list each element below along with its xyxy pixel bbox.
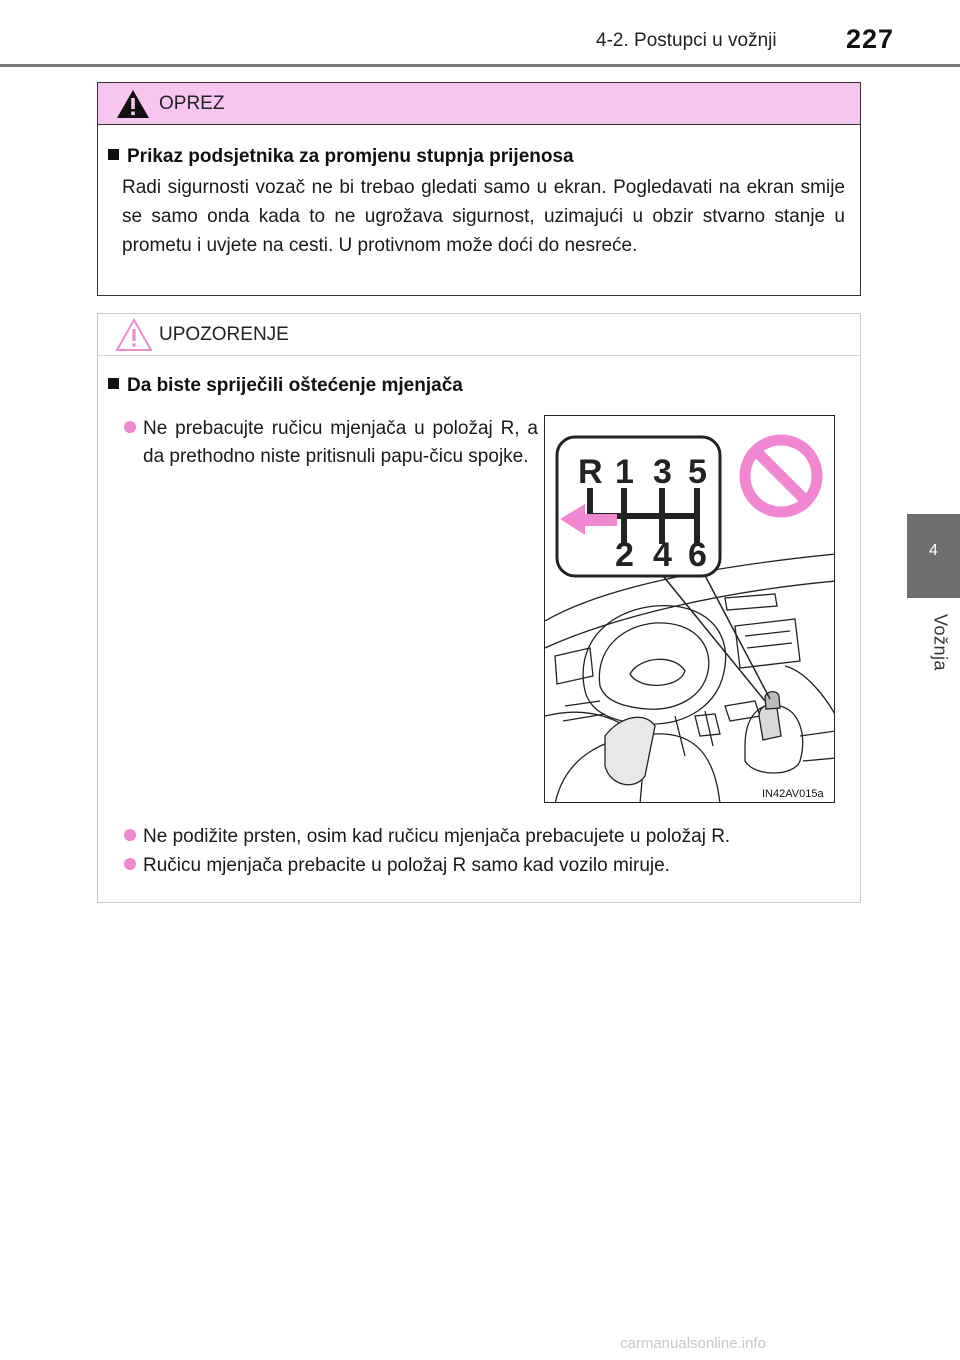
caution-title: OPREZ	[159, 93, 225, 114]
gear-label-1: 1	[615, 453, 634, 491]
warning-item-1	[124, 415, 538, 471]
gear-label-6: 6	[688, 536, 707, 574]
caution-body: Radi sigurnosti vozač ne bi trebao gledati samo u ekran. Pogledavati na ekran smije se samo onda kada to ne ugrožava sigurnost, uzimajući u obzir stvarno stanje u prometu i uvjete na cesti. U protivnom može doći do nesreće.	[122, 177, 845, 256]
warning-title: UPOZORENJE	[159, 324, 289, 345]
watermark: carmanualsonline.info	[620, 1335, 766, 1352]
gear-label-3: 3	[653, 453, 672, 491]
chapter-label	[928, 602, 951, 682]
chapter-label-text: Vožnja	[930, 613, 951, 672]
gear-label-2: 2	[615, 536, 634, 574]
gear-label-5: 5	[688, 453, 707, 491]
warning-item-3-text: Ručicu mjenjača prebacite u položaj R samo kad vozilo miruje.	[143, 855, 670, 876]
gear-label-4: 4	[653, 536, 672, 574]
page-number: 227	[846, 24, 895, 54]
figure-code: IN42AV015a	[762, 788, 824, 800]
warning-filled-icon	[115, 88, 151, 120]
header-rule	[0, 64, 960, 67]
gear-label-r: R	[578, 453, 603, 491]
warning-item-2	[124, 823, 844, 851]
caution-heading-text: Prikaz podsjetnika za promjenu stupnja prijenosa	[127, 146, 574, 167]
gearshift-illustration	[544, 415, 835, 803]
warning-item-1-text: Ne prebacujte ručicu mjenjača u položaj R, a da prethodno niste pritisnuli papu-čicu spojke.	[143, 418, 538, 467]
caution-heading	[108, 146, 574, 168]
round-bullet-icon	[124, 829, 136, 841]
round-bullet-icon	[124, 421, 136, 433]
round-bullet-icon	[124, 858, 136, 870]
running-header: 4-2. Postupci u vožnji	[596, 30, 777, 51]
warning-header	[98, 314, 860, 356]
chapter-number: 4	[929, 542, 938, 559]
warning-heading	[108, 375, 463, 397]
square-bullet-icon	[108, 378, 119, 389]
chapter-tab	[907, 514, 960, 598]
warning-item-2-text: Ne podižite prsten, osim kad ručicu mjenjača prebacujete u položaj R.	[143, 826, 731, 847]
square-bullet-icon	[108, 149, 119, 160]
warning-outline-icon	[115, 318, 153, 352]
caution-header	[98, 83, 860, 125]
gearshift-illustration-drawing	[545, 416, 835, 803]
warning-heading-text: Da biste spriječili oštećenje mjenjača	[127, 375, 463, 396]
warning-item-3	[124, 852, 844, 880]
